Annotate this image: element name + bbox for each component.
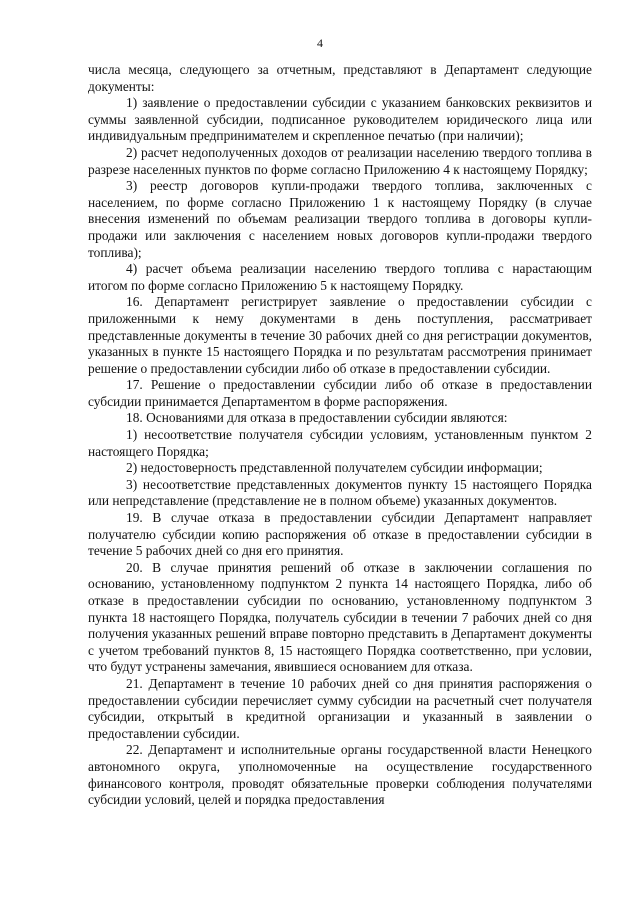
paragraph-clause-22: 22. Департамент и исполнительные органы государственной власти Ненецкого автономного округа, уполномоченные на осуществление государственного финансового контроля, проводят обязательные проверки соблюдения получателями субсидии условий, целей и порядка предоставления [88,742,592,808]
paragraph-clause-18: 18. Основаниями для отказа в предоставлении субсидии являются: [126,410,508,426]
paragraph-item-1: 1) заявление о предоставлении субсидии с указанием банковских реквизитов и суммы заявленной субсидии, подписанное руководителем юридического лица или индивидуальным предпринимателем и скрепленное печатью (при наличии); [88,95,592,144]
paragraph-clause-16: 16. Департамент регистрирует заявление о предоставлении субсидии с приложенными к нему документами в день поступления, рассматривает представленные документы в течение 30 рабочих дней со дня регистрации документов, указанных в пункте 15 настоящего Порядка и по результатам рассмотрения принимает решение о предоставлении субсидии либо об отказе в предоставлении субсидии. [88,294,592,376]
paragraph-clause-20: 20. В случае принятия решений об отказе в заключении соглашения по основанию, установленному подпунктом 2 пункта 14 настоящего Порядка, либо об отказе в предоставлении субсидии по основанию, установленному подпунктом 3 пункта 18 настоящего Порядка, получатель субсидии в течении 7 рабочих дней со дня получения указанных решений вправе повторно представить в Департамент документы с учетом требований пунктов 8, 15 настоящего Порядка соответственно, при условии, что будут устранены замечания, явившиеся основанием для отказа. [88,559,592,675]
paragraph-clause-21: 21. Департамент в течение 10 рабочих дней со дня принятия распоряжения о предоставлении субсидии перечисляет сумму субсидии на расчетный счет получателя субсидии, открытый в кредитной организации и указанный в заявлении о предоставлении субсидии. [88,675,592,741]
paragraph-clause-18-item-2: 2) недостоверность представленной получателем субсидии информации; [126,460,543,476]
paragraph-clause-17: 17. Решение о предоставлении субсидии либо об отказе в предоставлении субсидии принимается Департаментом в форме распоряжения. [88,377,592,409]
document-body [88,62,592,809]
paragraph-clause-18-item-1: 1) несоответствие получателя субсидии условиям, установленным пунктом 2 настоящего Порядка; [88,427,592,459]
paragraph-item-3: 3) реестр договоров купли-продажи твердого топлива, заключенных с населением, по форме согласно Приложению 1 к настоящему Порядку (в случае внесения изменений по объемам реализации твердого топлива в договоры купли-продажи или заключения с населением новых договоров купли-продажи твердого топлива); [88,178,592,260]
paragraph-clause-18-item-3: 3) несоответствие представленных документов пункту 15 настоящего Порядка или непредставление (представление не в полном объеме) указанных документов. [88,476,592,509]
paragraph-item-2: 2) расчет недополученных доходов от реализации населению твердого топлива в разрезе населенных пунктов по форме согласно Приложению 4 к настоящему Порядку; [88,144,592,177]
paragraph-intro: числа месяца, следующего за отчетным, представляют в Департамент следующие документы: [88,62,592,94]
paragraph-item-4: 4) расчет объема реализации населению твердого топлива с нарастающим итогом по форме согласно Приложению 5 к настоящему Порядку. [88,261,592,293]
page-number: 4 [317,36,323,50]
paragraph-clause-19: 19. В случае отказа в предоставлении субсидии Департамент направляет получателю субсидии копию распоряжения об отказе в предоставлении субсидии в течение 5 рабочих дней со дня его принятия. [88,510,592,559]
